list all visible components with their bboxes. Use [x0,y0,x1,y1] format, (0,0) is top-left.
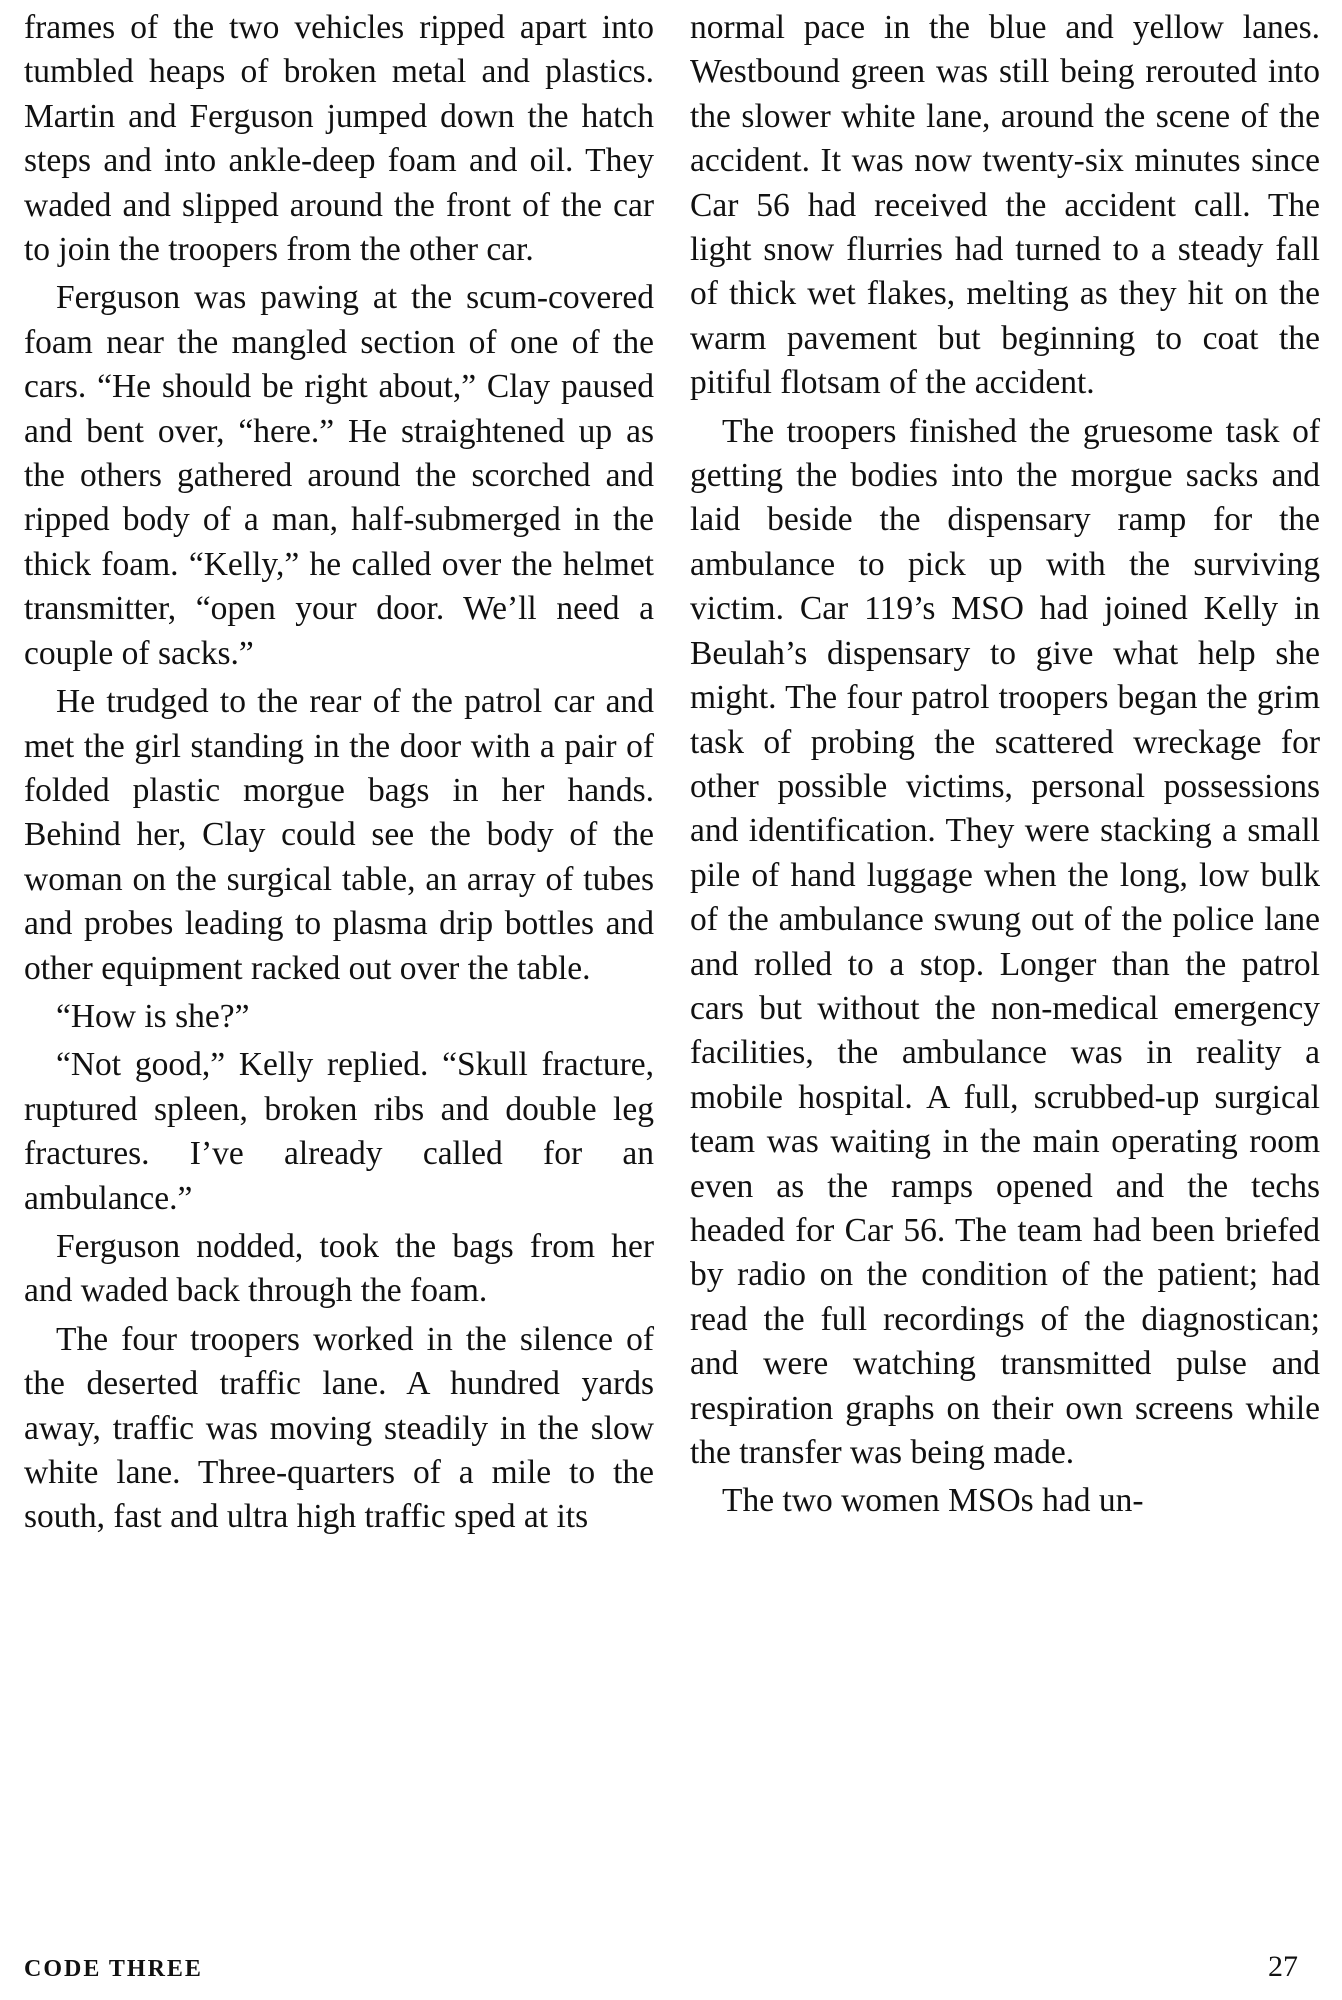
paragraph: Ferguson was pawing at the scum-covered foam near the mangled section of one of the cars. “He should be right about,” Clay paused and bent over, “here.” He straightened up as the others gathered around the scorched and ripped body of a man, half-submerged in the thick foam. “Kelly,” he called over the helmet transmitter, “open your door. We’ll need a couple of sacks.” [24,279,654,672]
page-footer [24,1950,1318,1990]
paragraph: Ferguson nodded, took the bags from her and waded back through the foam. [24,1227,654,1310]
paragraph: normal pace in the blue and yellow lanes. Westbound green was still being rerouted into the slower white lane, around the scene of the accident. It was now twenty-six minutes since Car 56 had received the accident call. The light snow flurries had turned to a steady fall of thick wet flakes, melting as they hit on the warm pavement but beginning to coat the pitiful flotsam of the accident. [690,9,1320,402]
paragraph: “Not good,” Kelly replied. “Skull fracture, ruptured spleen, broken ribs and double leg fractures. I’ve already called for an ambulance.” [24,1046,654,1217]
text-columns [24,6,1320,1926]
paragraph: He trudged to the rear of the patrol car and met the girl standing in the door with a pair of folded plastic morgue bags in her hands. Behind her, Clay could see the body of the woman on the surgical table, an array of tubes and probes leading to plasma drip bottles and other equipment racked out over the table. [24,683,654,987]
left-column [24,6,654,1926]
paragraph: The two women MSOs had un- [722,1482,1144,1520]
paragraph: The troopers finished the gruesome task of getting the bodies into the morgue sacks and laid beside the dispensary ramp for the ambulance to pick up with the surviving victim. Car 119’s MSO had joined Kelly in Beulah’s dispensary to give what help she might. The four patrol troopers began the grim task of probing the scattered wreckage for other possible victims, personal possessions and identification. They were stacking a small pile of hand luggage when the long, low bulk of the ambulance swung out of the police lane and rolled to a stop. Longer than the patrol cars but without the non-medical emergency facilities, the ambulance was in reality a mobile hospital. A full, scrubbed-up surgical team was waiting in the main operating room even as the ramps opened and the techs headed for Car 56. The team had been briefed by radio on the condition of the patient; had read the full recordings of the diagnostican; and were watching transmitted pulse and respiration graphs on their own screens while the transfer was being made. [690,412,1320,1471]
page-number: 27 [1268,1950,1298,1983]
paragraph: frames of the two vehicles ripped apart into tumbled heaps of broken metal and plastics. Martin and Ferguson jumped down the hatch steps and into ankle-deep foam and oil. They waded and slipped around the front of the car to join the troopers from the other car. [24,9,654,269]
right-column [690,6,1320,1926]
paragraph: “How is she?” [56,997,250,1035]
paragraph: The four troopers worked in the silence of the deserted traffic lane. A hundred yards away, traffic was moving steadily in the slow white lane. Three-quarters of a mile to the south, fast and ultra high traffic sped at its [24,1320,654,1536]
running-title: CODE THREE [24,1956,203,1982]
